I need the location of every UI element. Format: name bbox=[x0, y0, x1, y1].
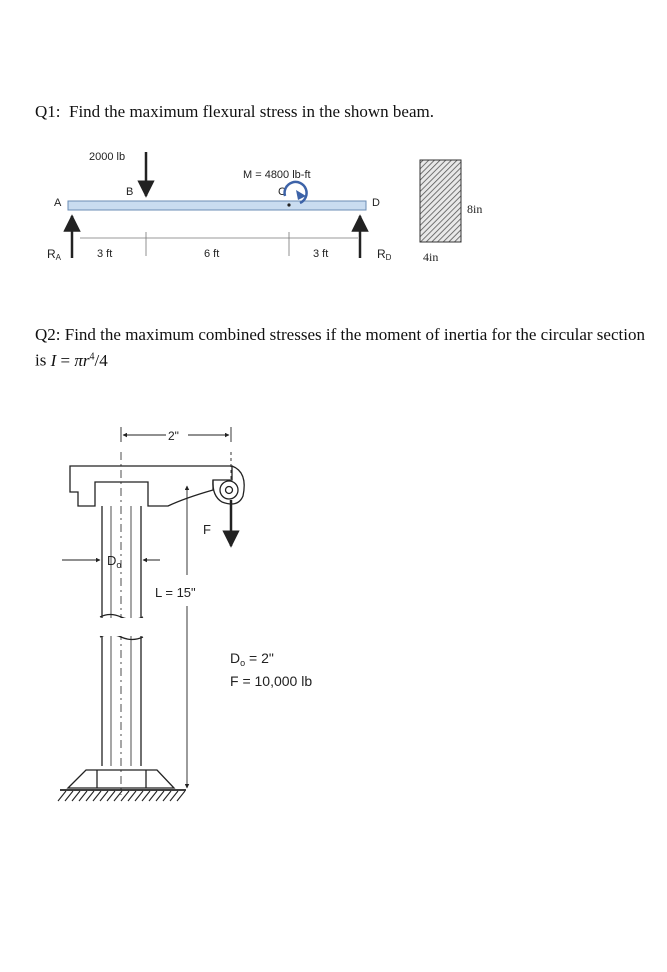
moment-label: M = 4800 lb-ft bbox=[243, 169, 311, 181]
offset-label: 2" bbox=[168, 429, 179, 443]
question-2-label: Q2: bbox=[35, 325, 61, 344]
dimension-2-label: 6 ft bbox=[204, 248, 220, 260]
reaction-a-label: RA bbox=[47, 247, 62, 262]
beam bbox=[68, 201, 366, 210]
point-b-label: B bbox=[126, 186, 134, 198]
force-label: F bbox=[203, 522, 211, 537]
length-label: L = 15" bbox=[155, 585, 196, 600]
question-1-label: Q1: bbox=[35, 102, 61, 121]
dimension-3-label: 3 ft bbox=[313, 248, 329, 260]
reaction-d-label: RD bbox=[377, 247, 392, 262]
moment-point bbox=[287, 203, 290, 206]
given-force: F = 10,000 lb bbox=[230, 673, 313, 689]
formula-lhs: I bbox=[50, 350, 57, 370]
formula-rhs: πr bbox=[74, 350, 90, 370]
cross-section bbox=[420, 160, 461, 242]
point-a-label: A bbox=[54, 197, 62, 209]
question-2-text: Find the maximum combined stresses if the moment of inertia for the circular section is bbox=[35, 325, 645, 370]
dimension-1-label: 3 ft bbox=[97, 248, 113, 260]
point-d-label: D bbox=[372, 197, 380, 209]
beam-figure bbox=[47, 151, 482, 264]
pin-outer bbox=[220, 481, 238, 499]
pin-inner bbox=[226, 487, 233, 494]
column-figure bbox=[58, 427, 312, 801]
ground-hatch bbox=[58, 791, 185, 801]
point-c-label: C bbox=[278, 186, 286, 198]
section-height-label: 8in bbox=[467, 202, 483, 216]
section-width-label: 4in bbox=[423, 250, 439, 264]
column-head bbox=[70, 466, 232, 506]
moment-arc bbox=[285, 182, 307, 203]
formula-exp: 4 bbox=[89, 351, 95, 362]
diameter-label: $D_o$ bbox=[107, 553, 122, 570]
formula-eq: = bbox=[60, 350, 71, 370]
break-gap bbox=[101, 618, 142, 636]
bracket-arm bbox=[213, 466, 244, 504]
question-1-text: Find the maximum flexural stress in the shown beam. bbox=[69, 102, 434, 121]
load-label: 2000 lb bbox=[89, 151, 126, 163]
given-diameter: $D_o = 2$" bbox=[230, 650, 274, 668]
formula-den: /4 bbox=[94, 350, 108, 370]
